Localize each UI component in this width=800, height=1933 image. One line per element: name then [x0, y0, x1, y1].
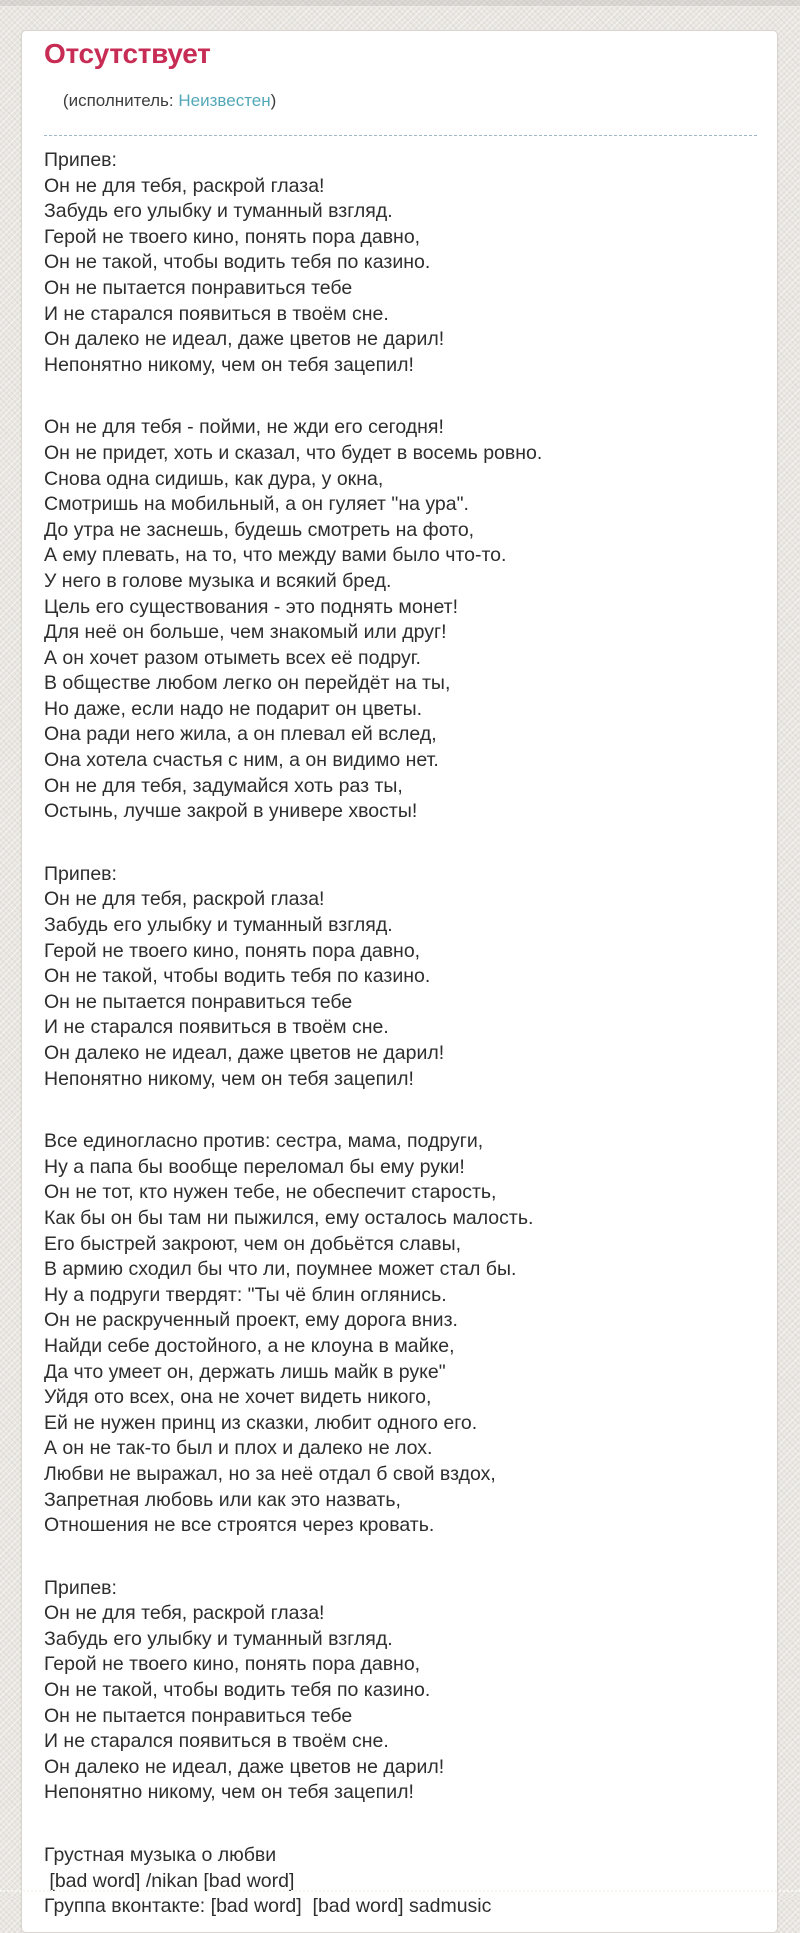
lyric-line: Запретная любовь или как это назвать,: [44, 1488, 401, 1511]
lyric-line: Непонятно никому, чем он тебя зацепил!: [44, 1067, 414, 1090]
lyric-line: Он не придет, хоть и сказал, что будет в восемь ровно.: [44, 441, 543, 464]
lyric-line: Для неё он больше, чем знакомый или друг!: [44, 621, 447, 644]
lyric-line: Он не пытается понравиться тебе: [44, 276, 353, 299]
lyric-line: Он не для тебя, раскрой глаза!: [44, 1602, 325, 1625]
lyric-block: [44, 148, 757, 378]
lyric-line: Герой не твоего кино, понять пора давно,: [44, 1653, 421, 1676]
lyrics: [44, 148, 757, 1920]
lyric-block: [44, 1129, 757, 1539]
lyric-line: Любви не выражал, но за неё отдал б свой вздох,: [44, 1462, 496, 1485]
lyric-line: Все единогласно против: сестра, мама, подруги,: [44, 1130, 484, 1153]
lyric-line: Найди себе достойного, а не клоуна в майке,: [44, 1334, 455, 1357]
lyric-line: Остынь, лучше закрой в универе хвосты!: [44, 800, 418, 823]
lyric-line: Забудь его улыбку и туманный взгляд.: [44, 914, 393, 937]
lyric-line: [bad word] /nikan [bad word]: [44, 1869, 295, 1892]
lyric-line: Но даже, если надо не подарит он цветы.: [44, 697, 423, 720]
lyric-line: До утра не заснешь, будешь смотреть на фото,: [44, 518, 475, 541]
lyric-line: Он не для тебя, раскрой глаза!: [44, 174, 325, 197]
lyric-line: И не старался появиться в твоём сне.: [44, 1016, 389, 1039]
lyric-line: Он далеко не идеал, даже цветов не дарил!: [44, 1042, 445, 1064]
lyric-line: А он хочет разом отыметь всех её подруг.: [44, 646, 421, 669]
lyric-line: В армию сходил бы что ли, поумнее может стал бы.: [44, 1258, 517, 1281]
lyric-line: Герой не твоего кино, понять пора давно,: [44, 939, 421, 962]
lyric-line: Она ради него жила, а он плевал ей вслед,: [44, 723, 437, 746]
lyric-line: Он не такой, чтобы водить тебя по казино.: [44, 251, 431, 274]
lyric-block: [44, 1576, 757, 1806]
lyric-line: Группа вконтакте: [bad word] [bad word] sadmusic: [44, 1895, 492, 1918]
lyric-line: Да что умеет он, держать лишь майк в руке": [44, 1360, 446, 1383]
lyric-line: Забудь его улыбку и туманный взгляд.: [44, 200, 393, 223]
lyric-line: И не старался появиться в твоём сне.: [44, 1730, 389, 1753]
artist-link[interactable]: Неизвестен: [178, 91, 271, 110]
lyric-line: Он не такой, чтобы водить тебя по казино.: [44, 1679, 431, 1702]
lyric-line: Она хотела счастья с ним, а он видимо нет.: [44, 749, 439, 772]
page-bottom-dotted-line: [0, 1890, 800, 1892]
lyric-line: Его быстрей закроют, чем он добьётся славы,: [44, 1232, 462, 1255]
lyric-line: Снова одна сидишь, как дура, у окна,: [44, 467, 384, 490]
lyric-line: Он не пытается понравиться тебе: [44, 1704, 353, 1727]
lyric-line: Грустная музыка о любви: [44, 1844, 277, 1867]
lyric-line: И не старался появиться в твоём сне.: [44, 302, 389, 325]
lyric-line: Он не для тебя, раскрой глаза!: [44, 888, 325, 911]
song-title: Отсутствует: [44, 38, 211, 69]
lyric-line: Он не раскрученный проект, ему дорога вниз.: [44, 1309, 458, 1332]
page-top-texture-strip: [0, 0, 800, 7]
lyric-line: Припев:: [44, 1576, 117, 1599]
lyric-line: В обществе любом легко он перейдёт на ты,: [44, 672, 451, 695]
lyric-block: [44, 415, 757, 825]
lyric-line: Забудь его улыбку и туманный взгляд.: [44, 1627, 393, 1650]
lyric-line: Ну а папа бы вообще переломал бы ему руки!: [44, 1155, 465, 1178]
subtitle-prefix: (исполнитель:: [62, 91, 179, 110]
artist-subtitle: [44, 69, 757, 132]
header-dashed-divider: [44, 135, 757, 136]
lyric-line: У него в голове музыка и всякий бред.: [44, 569, 392, 592]
subtitle-suffix: ): [270, 91, 277, 110]
lyric-line: Он не для тебя - пойми, не жди его сегодня!: [44, 416, 444, 439]
lyric-line: Непонятно никому, чем он тебя зацепил!: [44, 1781, 414, 1804]
lyric-block: [44, 1843, 757, 1920]
lyric-line: Он не пытается понравиться тебе: [44, 990, 353, 1013]
lyric-line: А он не так-то был и плох и далеко не лох.: [44, 1437, 433, 1460]
lyric-block: [44, 862, 757, 1092]
lyrics-card: [21, 30, 778, 1933]
lyric-line: Цель его существования - это поднять монет!: [44, 595, 458, 618]
lyric-line: Отношения не все строятся через кровать.: [44, 1514, 435, 1537]
lyric-line: Он далеко не идеал, даже цветов не дарил!: [44, 328, 445, 351]
lyric-line: Он далеко не идеал, даже цветов не дарил!: [44, 1755, 445, 1778]
lyric-line: Он не для тебя, задумайся хоть раз ты,: [44, 774, 403, 797]
lyric-line: Он не такой, чтобы водить тебя по казино.: [44, 965, 431, 988]
lyric-line: Припев:: [44, 862, 117, 885]
lyric-line: Припев:: [44, 149, 117, 171]
lyric-line: Как бы он бы там ни пыжился, ему осталось малость.: [44, 1206, 534, 1229]
lyric-line: Он не тот, кто нужен тебе, не обеспечит старость,: [44, 1181, 497, 1204]
lyric-line: Уйдя ото всех, она не хочет видеть никого,: [44, 1386, 432, 1409]
lyric-line: Ей не нужен принц из сказки, любит одного его.: [44, 1411, 478, 1434]
lyric-line: Смотришь на мобильный, а он гуляет "на ура".: [44, 493, 469, 516]
lyric-line: Непонятно никому, чем он тебя зацепил!: [44, 353, 414, 376]
lyric-line: Ну а подруги твердят: "Ты чё блин оглянись.: [44, 1283, 447, 1306]
lyric-line: Герой не твоего кино, понять пора давно,: [44, 225, 421, 248]
lyric-line: А ему плевать, на то, что между вами было что-то.: [44, 544, 507, 567]
